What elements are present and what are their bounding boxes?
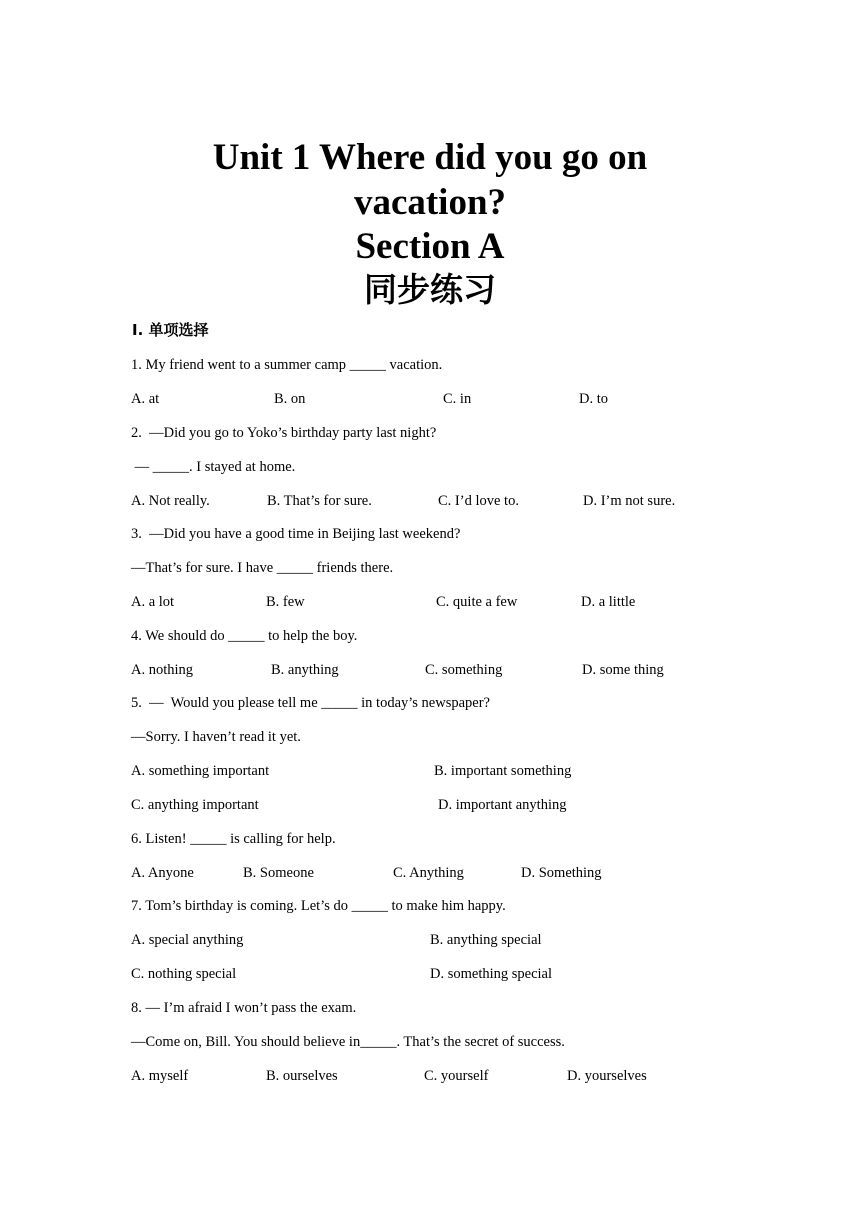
- q3-option-a: A. a lot: [131, 594, 175, 610]
- q5-option-d: D. important anything: [438, 797, 567, 813]
- q6-option-d: D. Something: [521, 865, 602, 881]
- question-1-stem: 1. My friend went to a summer camp _____ vacation.: [131, 357, 443, 373]
- q5-option-c: C. anything important: [131, 797, 259, 813]
- q4-option-d: D. some thing: [582, 662, 664, 678]
- q4-option-b: B. anything: [271, 662, 339, 678]
- question-3-line-2: —That’s for sure. I have _____ friends there.: [131, 560, 394, 576]
- q6-option-b: B. Someone: [243, 865, 314, 881]
- q2-option-c: C. I’d love to.: [438, 493, 519, 509]
- question-5-stem: 5. — Would you please tell me _____ in today’s newspaper?: [131, 695, 490, 711]
- q2-option-a: A. Not really.: [131, 493, 210, 509]
- question-5-line-2: —Sorry. I haven’t read it yet.: [131, 729, 301, 745]
- question-2-stem: 2. —Did you go to Yoko’s birthday party last night?: [131, 425, 437, 441]
- q8-option-a: A. myself: [131, 1068, 189, 1084]
- section-heading: Ⅰ. 单项选择: [132, 321, 209, 339]
- q1-option-c: C. in: [443, 391, 472, 407]
- q8-option-c: C. yourself: [424, 1068, 489, 1084]
- q1-option-b: B. on: [274, 391, 306, 407]
- q4-option-a: A. nothing: [131, 662, 194, 678]
- question-8-line-2: —Come on, Bill. You should believe in_____. That’s the secret of success.: [131, 1034, 565, 1050]
- title-line-1: Unit 1 Where did you go on: [212, 137, 648, 178]
- q7-option-c: C. nothing special: [131, 966, 237, 982]
- q6-option-a: A. Anyone: [131, 865, 194, 881]
- q5-option-b: B. important something: [434, 763, 572, 779]
- title-line-2: vacation?: [353, 182, 507, 223]
- q2-option-b: B. That’s for sure.: [267, 493, 372, 509]
- question-8-stem: 8. — I’m afraid I won’t pass the exam.: [131, 1000, 357, 1016]
- q8-option-d: D. yourselves: [567, 1068, 647, 1084]
- q7-option-b: B. anything special: [430, 932, 542, 948]
- title-line-3: Section A: [355, 226, 505, 267]
- question-3-stem: 3. —Did you have a good time in Beijing last weekend?: [131, 526, 461, 542]
- q7-option-a: A. special anything: [131, 932, 244, 948]
- title-line-4: 同步练习: [364, 270, 496, 309]
- q3-option-b: B. few: [266, 594, 305, 610]
- q1-option-d: D. to: [579, 391, 608, 407]
- q8-option-b: B. ourselves: [266, 1068, 338, 1084]
- q5-option-a: A. something important: [131, 763, 270, 779]
- question-2-line-2: — _____. I stayed at home.: [131, 459, 296, 475]
- q6-option-c: C. Anything: [393, 865, 464, 881]
- question-6-stem: 6. Listen! _____ is calling for help.: [131, 831, 336, 847]
- q1-option-a: A. at: [131, 391, 160, 407]
- q3-option-c: C. quite a few: [436, 594, 518, 610]
- question-7-stem: 7. Tom’s birthday is coming. Let’s do _____ to make him happy.: [131, 898, 506, 914]
- q7-option-d: D. something special: [430, 966, 553, 982]
- q3-option-d: D. a little: [581, 594, 636, 610]
- question-4-stem: 4. We should do _____ to help the boy.: [131, 628, 358, 644]
- q4-option-c: C. something: [425, 662, 503, 678]
- q2-option-d: D. I’m not sure.: [583, 493, 676, 509]
